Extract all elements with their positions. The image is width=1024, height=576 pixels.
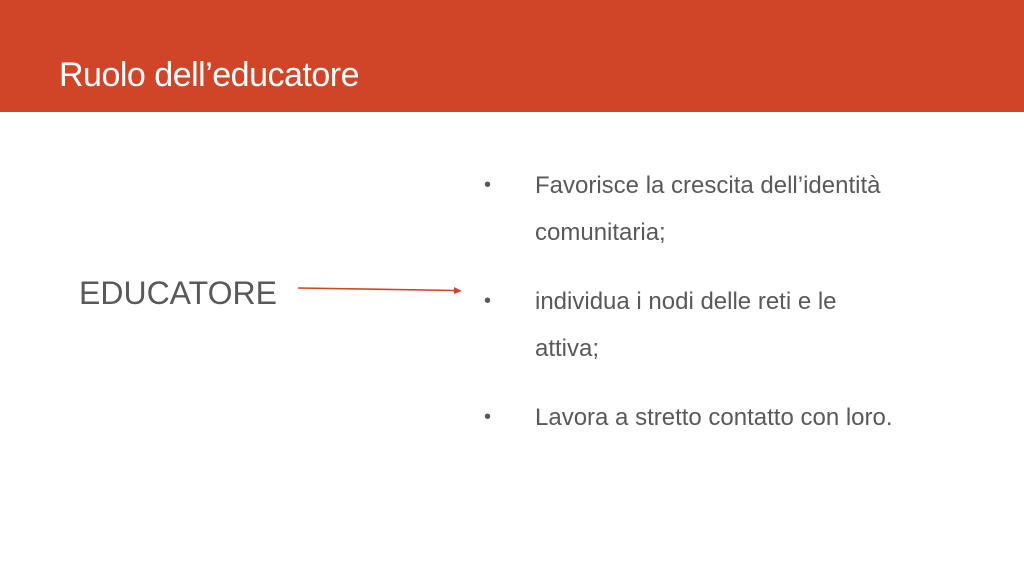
bullet-list [484,162,904,463]
bullet-text: individua i nodi delle reti e le attiva; [535,288,837,362]
slide-title: Ruolo dell’educatore [59,56,359,94]
list-item [484,278,904,372]
bullet-icon: • [484,406,492,428]
title-bar [0,0,1024,112]
educatore-label: EDUCATORE [79,275,277,311]
list-item [484,162,904,256]
bullet-text: Lavora a stretto contatto con loro. [535,404,893,431]
bullet-icon: • [484,174,492,196]
arrow-right-icon [296,282,468,298]
bullet-icon: • [484,290,492,312]
list-item [484,394,904,441]
bullet-text: Favorisce la crescita dell’identità comunitaria; [535,172,881,246]
